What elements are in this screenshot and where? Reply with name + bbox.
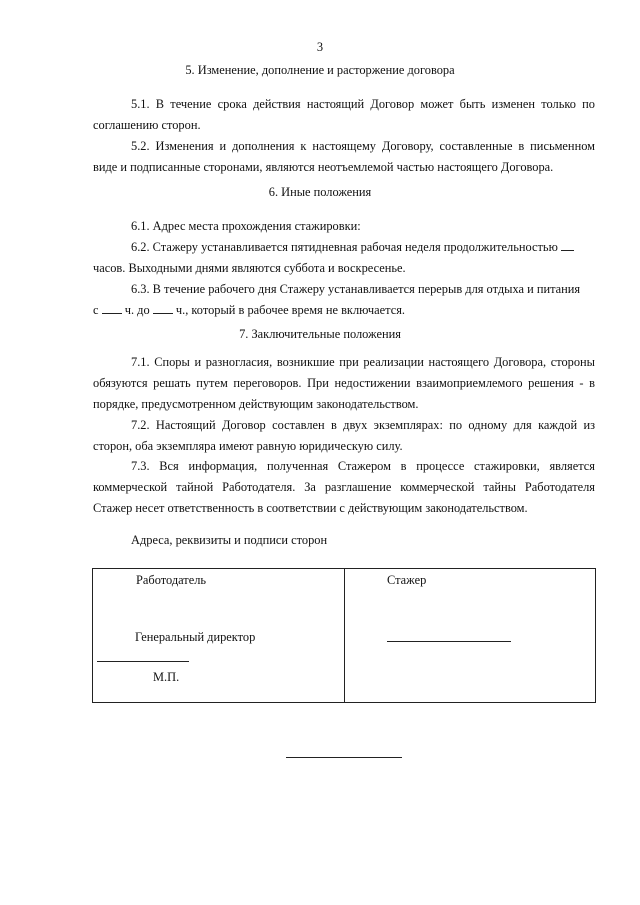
section-5-title: 5. Изменение, дополнение и расторжение договора [185,63,455,77]
break-start-blank[interactable] [102,302,122,314]
clause-5-2-text: 5.2. Изменения и дополнения к настоящему Договору, составленные в письменном виде и подписанные сторонами, являются неотъемлемой частью настоящего Договора. [93,139,595,174]
break-from-prefix: с [93,303,99,317]
footer-line [286,757,402,758]
break-to-prefix: ч. до [124,303,150,317]
section-6-title: 6. Иные положения [268,185,372,199]
clause-6-1: 6.1. Адрес места прохождения стажировки: [131,219,361,233]
clause-7-2 [93,415,595,457]
director-label: Генеральный директор [135,630,256,644]
intern-label: Стажер [387,573,427,587]
clause-7-3 [93,456,595,519]
clause-5-1-text: 5.1. В течение срока действия настоящий Договор может быть изменен только по соглашению сторон. [93,97,595,132]
clause-7-1-text: 7.1. Споры и разногласия, возникшие при реализации настоящего Договора, стороны обязуются решать путем переговоров. При недостижении взаимоприемлемого решения - в порядке, предусмотренном действующим законодательством. [93,355,595,411]
signatures-heading: Адреса, реквизиты и подписи сторон [131,533,328,547]
clause-6-2-cont: часов. Выходными днями являются суббота и воскресенье. [93,261,406,275]
intern-signature-line[interactable] [387,641,511,642]
stamp-label: М.П. [153,670,180,684]
hours-blank[interactable] [561,239,574,251]
clause-5-1 [93,94,595,136]
employer-label: Работодатель [136,573,207,587]
clause-7-2-text: 7.2. Настоящий Договор составлен в двух экземплярах: по одному для каждой из сторон, оба экземпляра имеют равную юридическую силу. [93,418,595,453]
intern-cell [345,569,596,703]
clause-7-3-text: 7.3. Вся информация, полученная Стажером в процессе стажировки, является коммерческой тайной Работодателя. За разглашение коммерческой тайны Работодателя Стажер несет ответственность в соответствии с действующим законодательством. [93,459,595,515]
page-number: 3 [316,40,324,54]
clause-6-3-cont [93,300,595,321]
clause-5-2 [93,136,595,178]
section-7-title: 7. Заключительные положения [239,327,401,341]
clause-7-1 [93,352,595,415]
break-suffix: ч., который в рабочее время не включается. [175,303,406,317]
clause-6-2 [93,237,595,258]
signature-table [92,568,596,703]
clause-6-3: 6.3. В течение рабочего дня Стажеру устанавливается перерыв для отдыха и питания [131,282,581,296]
employer-cell [93,569,345,703]
break-end-blank[interactable] [153,302,173,314]
director-signature-line[interactable] [97,661,189,662]
clause-6-2-text-a: 6.2. Стажеру устанавливается пятидневная рабочая неделя продолжительностью [131,240,558,254]
